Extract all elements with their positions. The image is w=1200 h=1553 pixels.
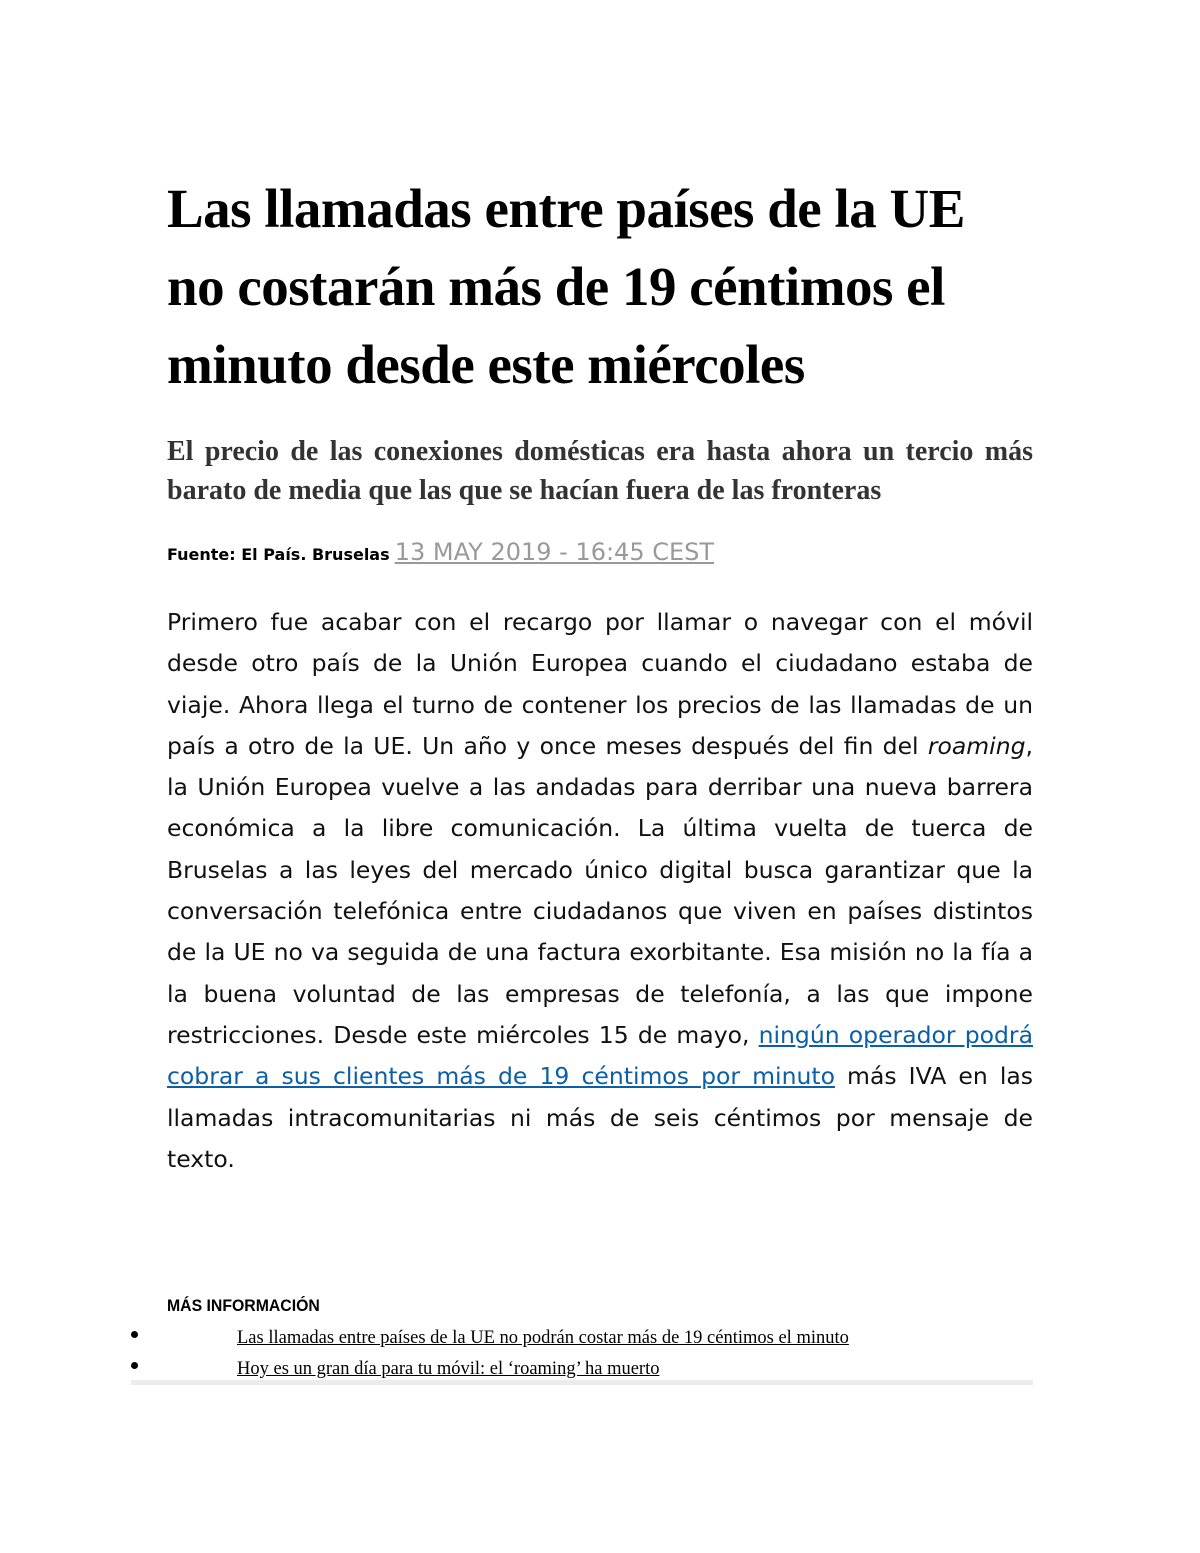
related-link-1[interactable]: Las llamadas entre países de la UE no podrán costar más de 19 céntimos el minuto — [237, 1328, 849, 1348]
related-item — [131, 1325, 1033, 1356]
byline — [167, 538, 1033, 566]
more-info-heading: MÁS INFORMACIÓN — [167, 1296, 320, 1315]
article-body — [167, 602, 1033, 1180]
article — [167, 170, 1033, 1204]
article-headline: Las llamadas entre países de la UE no costarán más de 19 céntimos el minuto desde este miércoles — [167, 178, 965, 395]
article-subheadline: El precio de las conexiones domésticas era hasta ahora un tercio más barato de media que las que se hacían fuera de las fronteras — [167, 436, 1033, 506]
body-link-price-cap[interactable]: ningún operador podrá cobrar a sus clientes más de 19 céntimos por minuto — [167, 1020, 1033, 1091]
related-link-2[interactable]: Hoy es un gran día para tu móvil: el ‘roaming’ ha muerto — [237, 1359, 660, 1379]
related-links-list — [131, 1325, 1033, 1387]
byline-source: Fuente: El País. Bruselas — [167, 545, 390, 564]
section-divider — [131, 1380, 1033, 1385]
bullet-icon — [131, 1362, 138, 1369]
bullet-icon — [131, 1331, 138, 1338]
byline-date[interactable]: 13 MAY 2019 - 16:45 CEST — [394, 538, 715, 566]
body-text-part-3: más IVA en las llamadas intracomunitarias ni más de seis céntimos por mensaje de texto. — [167, 1062, 1033, 1173]
body-text-part-2: , la Unión Europea vuelve a las andadas para derribar una nueva barrera económica a la libre comunicación. La última vuelta de tuerca de Bruselas a las leyes del mercado único digital busca garantizar que la conversación telefónica entre ciudadanos que viven en países distintos de la UE no va seguida de una factura exorbitante. Esa misión no la fía a la buena voluntad de las empresas de telefonía, a las que impone restricciones. Desde este miércoles 15 de mayo, — [167, 731, 1033, 1049]
body-italic-roaming: roaming — [927, 731, 1026, 760]
body-text-part-1: Primero fue acabar con el recargo por llamar o navegar con el móvil desde otro país de la Unión Europea cuando el ciudadano estaba de viaje. Ahora llega el turno de contener los precios de las llamadas de un país a otro de la UE. Un año y once meses después del fin del — [167, 608, 1033, 760]
